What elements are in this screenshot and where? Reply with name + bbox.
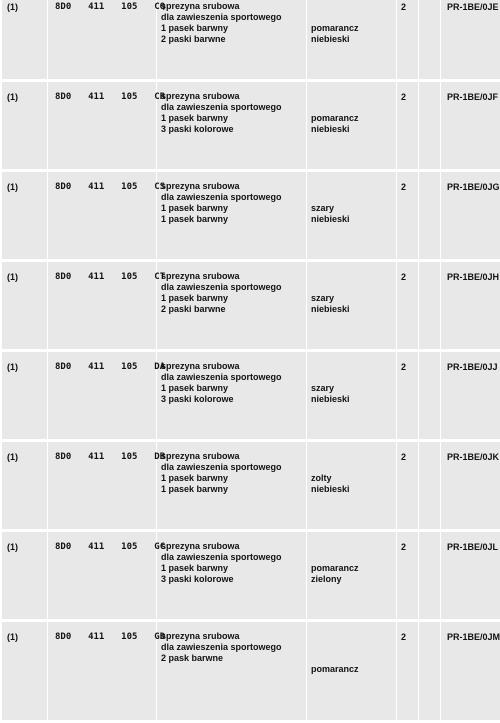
part-number-cell: 8D0 411 105 CT: [48, 261, 157, 351]
color-line: zolty: [311, 473, 396, 484]
color-line: niebieski: [311, 214, 396, 225]
position-cell: (1): [2, 531, 48, 621]
description-cell: [157, 351, 307, 441]
description-line: 1 pasek barwny: [161, 473, 306, 484]
description-line: sprezyna srubowa: [161, 541, 306, 552]
color-line: niebieski: [311, 34, 396, 45]
spacer-cell: [419, 0, 441, 81]
color-line: pomarancz: [311, 664, 396, 675]
part-number-cell: 8D0 411 105 CQ: [48, 0, 157, 81]
pr-code-cell: PR-1BE/0JE: [441, 0, 500, 81]
table-row: [2, 171, 500, 261]
part-number-cell: 8D0 411 105 DB: [48, 441, 157, 531]
table-row: [2, 261, 500, 351]
description-line: 3 paski kolorowe: [161, 574, 306, 585]
description-line: 1 pasek barwny: [161, 293, 306, 304]
description-cell: [157, 171, 307, 261]
table-row: [2, 441, 500, 531]
color-cell: [307, 171, 397, 261]
description-line: dla zawieszenia sportowego: [161, 642, 306, 653]
position-cell: (1): [2, 441, 48, 531]
part-number-cell: 8D0 411 105 GD: [48, 621, 157, 722]
color-line: pomarancz: [311, 113, 396, 124]
description-line: dla zawieszenia sportowego: [161, 282, 306, 293]
description-line: 1 pasek barwny: [161, 23, 306, 34]
table-row: [2, 351, 500, 441]
color-line: niebieski: [311, 484, 396, 495]
description-line: dla zawieszenia sportowego: [161, 462, 306, 473]
pr-code-cell: PR-1BE/0JH: [441, 261, 500, 351]
description-cell: [157, 621, 307, 722]
table-row: [2, 0, 500, 81]
pr-code-cell: PR-1BE/0JF: [441, 81, 500, 171]
position-cell: (1): [2, 171, 48, 261]
color-line: szary: [311, 293, 396, 304]
description-line: dla zawieszenia sportowego: [161, 552, 306, 563]
color-line: szary: [311, 203, 396, 214]
color-line: niebieski: [311, 304, 396, 315]
parts-table: [2, 0, 500, 723]
color-cell: [307, 0, 397, 81]
color-cell: [307, 351, 397, 441]
color-line: pomarancz: [311, 563, 396, 574]
description-line: sprezyna srubowa: [161, 1, 306, 12]
spacer-cell: [419, 531, 441, 621]
description-line: sprezyna srubowa: [161, 631, 306, 642]
description-line: sprezyna srubowa: [161, 451, 306, 462]
description-line: sprezyna srubowa: [161, 271, 306, 282]
description-line: sprezyna srubowa: [161, 91, 306, 102]
color-line: niebieski: [311, 124, 396, 135]
description-line: 1 pasek barwny: [161, 214, 306, 225]
pr-code-cell: PR-1BE/0JG: [441, 171, 500, 261]
color-cell: [307, 621, 397, 722]
pr-code-cell: PR-1BE/0JM: [441, 621, 500, 722]
description-line: dla zawieszenia sportowego: [161, 192, 306, 203]
spacer-cell: [419, 441, 441, 531]
description-line: 1 pasek barwny: [161, 113, 306, 124]
spacer-cell: [419, 261, 441, 351]
description-line: 2 paski barwne: [161, 304, 306, 315]
position-cell: (1): [2, 0, 48, 81]
quantity-cell: 2: [397, 351, 419, 441]
description-cell: [157, 261, 307, 351]
description-line: dla zawieszenia sportowego: [161, 12, 306, 23]
table-row: [2, 621, 500, 722]
color-cell: [307, 531, 397, 621]
position-cell: (1): [2, 621, 48, 722]
spacer-cell: [419, 621, 441, 722]
description-line: 2 paski barwne: [161, 34, 306, 45]
position-cell: (1): [2, 351, 48, 441]
color-line: niebieski: [311, 394, 396, 405]
description-line: sprezyna srubowa: [161, 361, 306, 372]
description-line: 3 paski kolorowe: [161, 394, 306, 405]
description-line: 3 paski kolorowe: [161, 124, 306, 135]
part-number-cell: 8D0 411 105 DA: [48, 351, 157, 441]
color-line: zielony: [311, 574, 396, 585]
quantity-cell: 2: [397, 261, 419, 351]
part-number-cell: 8D0 411 105 GC: [48, 531, 157, 621]
quantity-cell: 2: [397, 621, 419, 722]
description-cell: [157, 531, 307, 621]
color-cell: [307, 81, 397, 171]
quantity-cell: 2: [397, 171, 419, 261]
quantity-cell: 2: [397, 531, 419, 621]
spacer-cell: [419, 171, 441, 261]
table-row: [2, 81, 500, 171]
description-line: dla zawieszenia sportowego: [161, 372, 306, 383]
color-line: szary: [311, 383, 396, 394]
description-line: dla zawieszenia sportowego: [161, 102, 306, 113]
spacer-cell: [419, 81, 441, 171]
description-line: 1 pasek barwny: [161, 563, 306, 574]
color-cell: [307, 441, 397, 531]
description-cell: [157, 441, 307, 531]
quantity-cell: 2: [397, 441, 419, 531]
spacer-cell: [419, 351, 441, 441]
pr-code-cell: PR-1BE/0JJ: [441, 351, 500, 441]
table-row: [2, 531, 500, 621]
description-line: 1 pasek barwny: [161, 383, 306, 394]
color-cell: [307, 261, 397, 351]
description-line: 2 pask barwne: [161, 653, 306, 664]
description-line: sprezyna srubowa: [161, 181, 306, 192]
part-number-cell: 8D0 411 105 CS: [48, 171, 157, 261]
color-line: pomarancz: [311, 23, 396, 34]
quantity-cell: 2: [397, 0, 419, 81]
position-cell: (1): [2, 261, 48, 351]
description-cell: [157, 0, 307, 81]
pr-code-cell: PR-1BE/0JK: [441, 441, 500, 531]
position-cell: (1): [2, 81, 48, 171]
description-line: 1 pasek barwny: [161, 203, 306, 214]
description-line: 1 pasek barwny: [161, 484, 306, 495]
part-number-cell: 8D0 411 105 CR: [48, 81, 157, 171]
description-cell: [157, 81, 307, 171]
quantity-cell: 2: [397, 81, 419, 171]
pr-code-cell: PR-1BE/0JL: [441, 531, 500, 621]
